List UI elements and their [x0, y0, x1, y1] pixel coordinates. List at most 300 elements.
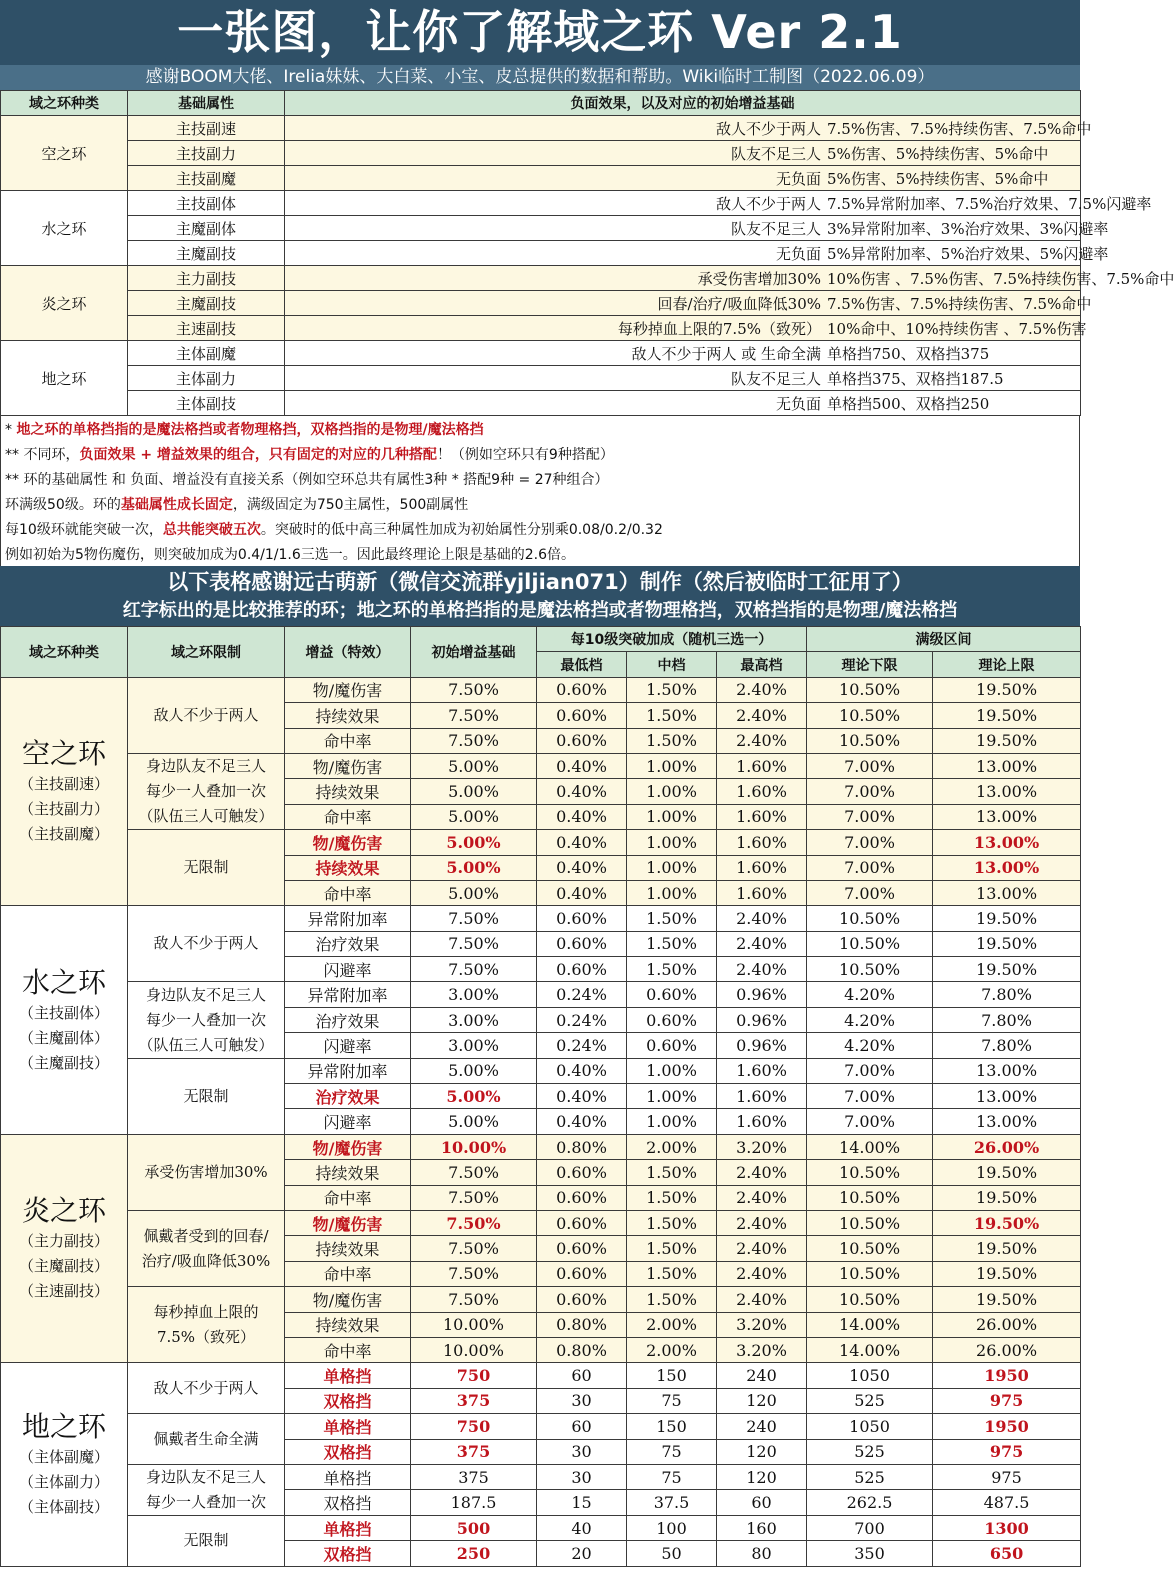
gain-cell: 异常附加率 [285, 906, 411, 931]
theory-low-cell: 7.00% [807, 880, 933, 905]
theory-low-cell: 10.50% [807, 906, 933, 931]
break-high-cell: 3.20% [717, 1312, 807, 1337]
ring-attr: （主魔副技） [18, 1053, 109, 1072]
summary-row [1, 291, 1081, 316]
summary-base-attr: 主体副力 [128, 366, 285, 391]
detail-banner-credit: 以下表格感谢远古萌新（微信交流群yjljian071）制作（然后被临时工征用了） [167, 570, 913, 594]
base-cell: 3.00% [411, 1007, 537, 1032]
theory-low-cell: 7.00% [807, 855, 933, 880]
break-mid-cell: 1.00% [627, 880, 717, 905]
ring-attr: （主技副速） [18, 775, 109, 794]
theory-high-cell: 975 [933, 1439, 1081, 1464]
break-high-cell: 80 [717, 1541, 807, 1566]
theory-high-cell: 26.00% [933, 1337, 1081, 1362]
break-high-cell: 2.40% [717, 931, 807, 956]
gain-cell: 异常附加率 [285, 982, 411, 1007]
summary-row [1, 316, 1081, 341]
gain-cell: 持续效果 [285, 1160, 411, 1185]
break-high-cell: 2.40% [717, 1261, 807, 1286]
break-low-cell: 15 [537, 1490, 627, 1516]
base-cell: 7.50% [411, 703, 537, 728]
break-low-cell: 0.24% [537, 1007, 627, 1032]
base-cell: 7.50% [411, 931, 537, 956]
theory-low-cell: 4.20% [807, 1033, 933, 1058]
ring-limit-line: 每少一人叠加一次 [145, 782, 266, 801]
gain-cell: 单格挡 [285, 1515, 411, 1540]
ring-attr: （主力副技） [18, 1232, 109, 1251]
base-cell: 7.50% [411, 1236, 537, 1261]
break-high-cell: 60 [717, 1490, 807, 1516]
base-cell: 375 [411, 1464, 537, 1490]
ring-limit-line: 身边队友不足三人 [145, 985, 266, 1004]
summary-gain: 单格挡750、双格挡375 [827, 344, 990, 363]
break-mid-cell: 1.50% [627, 906, 717, 931]
summary-gain: 7.5%伤害、7.5%持续伤害、7.5%命中 [827, 119, 1092, 138]
note-line [5, 518, 1075, 543]
summary-negative: 队友不足三人 [730, 144, 821, 163]
base-cell: 3.00% [411, 982, 537, 1007]
summary-effect [285, 316, 1087, 341]
detail-header-gain: 增益（特效） [285, 627, 411, 678]
theory-high-cell: 26.00% [933, 1312, 1081, 1337]
theory-high-cell: 13.00% [933, 1109, 1081, 1134]
theory-high-cell: 19.50% [933, 677, 1081, 702]
break-low-cell: 0.40% [537, 880, 627, 905]
theory-low-cell: 525 [807, 1388, 933, 1413]
base-cell: 750 [411, 1363, 537, 1388]
base-cell: 5.00% [411, 804, 537, 829]
detail-banner-note: 红字标出的是比较推荐的环；地之环的单格挡指的是魔法格挡或者物理格挡，双格挡指的是物理/魔法格挡 [122, 600, 958, 621]
ring-limit-line: 佩戴者受到的回春/ [143, 1226, 269, 1245]
theory-high-cell: 19.50% [933, 1160, 1081, 1185]
break-low-cell: 0.40% [537, 779, 627, 804]
summary-negative: 回春/治疗/吸血降低30% [657, 294, 821, 313]
break-low-cell: 0.60% [537, 957, 627, 982]
ring-attr: （主速副技） [18, 1282, 109, 1301]
note-text: 每10级环就能突破一次， [5, 522, 163, 538]
summary-ring-type: 空之环 [1, 116, 128, 191]
theory-high-cell: 1950 [933, 1363, 1081, 1388]
detail-header-break: 每10级突破加成（随机三选一） [537, 627, 807, 652]
theory-low-cell: 14.00% [807, 1312, 933, 1337]
detail-header-base: 初始增益基础 [411, 627, 537, 678]
break-low-cell: 0.40% [537, 1109, 627, 1134]
summary-gain: 5%异常附加率、5%治疗效果、5%闪避率 [827, 244, 1109, 263]
theory-low-cell: 7.00% [807, 804, 933, 829]
note-line [5, 418, 1075, 443]
page-title: 一张图，让你了解域之环 Ver 2.1 [0, 0, 1080, 65]
break-mid-cell: 1.50% [627, 1287, 717, 1312]
summary-negative: 无负面 [775, 394, 821, 413]
break-high-cell: 2.40% [717, 1236, 807, 1261]
summary-effect [285, 291, 1092, 316]
gain-cell: 物/魔伤害 [285, 677, 411, 702]
break-mid-cell: 1.00% [627, 855, 717, 880]
summary-negative: 敌人不少于两人 [715, 119, 821, 138]
summary-base-attr: 主魔副体 [128, 216, 285, 241]
summary-row [1, 166, 1081, 191]
theory-low-cell: 10.50% [807, 957, 933, 982]
break-mid-cell: 1.50% [627, 957, 717, 982]
gain-cell: 持续效果 [285, 703, 411, 728]
theory-low-cell: 10.50% [807, 931, 933, 956]
break-low-cell: 0.60% [537, 931, 627, 956]
break-mid-cell: 150 [627, 1414, 717, 1439]
gain-cell: 持续效果 [285, 1312, 411, 1337]
note-line [5, 443, 1075, 468]
theory-high-cell: 19.50% [933, 906, 1081, 931]
ring-limit-cell [128, 1058, 285, 1134]
summary-effect [285, 266, 1174, 291]
base-cell: 7.50% [411, 728, 537, 753]
theory-low-cell: 10.50% [807, 677, 933, 702]
base-cell: 7.50% [411, 906, 537, 931]
ring-limit-line: 治疗/吸血降低30% [141, 1251, 271, 1270]
summary-base-attr: 主技副魔 [128, 166, 285, 191]
detail-row [1, 982, 1081, 1007]
ring-limit-line: （队伍三人可触发） [138, 807, 274, 826]
break-mid-cell: 2.00% [627, 1312, 717, 1337]
ring-limit-line: 佩戴者生命全满 [153, 1429, 259, 1448]
break-high-cell: 2.40% [717, 957, 807, 982]
detail-row [1, 1058, 1081, 1083]
summary-effect [285, 116, 1092, 141]
break-low-cell: 0.80% [537, 1134, 627, 1159]
gain-cell: 闪避率 [285, 957, 411, 982]
summary-row [1, 266, 1081, 291]
break-high-cell: 2.40% [717, 1210, 807, 1235]
ring-attr: （主魔副技） [18, 1257, 109, 1276]
theory-low-cell: 7.00% [807, 753, 933, 778]
summary-base-attr: 主体副魔 [128, 341, 285, 366]
detail-row [1, 1464, 1081, 1490]
base-cell: 5.00% [411, 779, 537, 804]
break-low-cell: 0.80% [537, 1312, 627, 1337]
summary-base-attr: 主技副速 [128, 116, 285, 141]
theory-high-cell: 19.50% [933, 931, 1081, 956]
break-low-cell: 0.60% [537, 703, 627, 728]
base-cell: 5.00% [411, 1058, 537, 1083]
detail-header-limit: 域之环限制 [128, 627, 285, 678]
summary-gain: 7.5%异常附加率、7.5%治疗效果、7.5%闪避率 [827, 194, 1152, 213]
base-cell: 250 [411, 1541, 537, 1566]
break-mid-cell: 0.60% [627, 982, 717, 1007]
theory-low-cell: 7.00% [807, 1084, 933, 1109]
theory-low-cell: 14.00% [807, 1337, 933, 1362]
summary-row [1, 391, 1081, 416]
ring-attr: （主技副体） [18, 1003, 109, 1022]
summary-row [1, 141, 1081, 166]
ring-limit-line: 敌人不少于两人 [153, 705, 259, 724]
ring-limit-line: 承受伤害增加30% [144, 1162, 268, 1181]
ring-limit-line: 每秒掉血上限的 [153, 1302, 259, 1321]
break-low-cell: 0.40% [537, 855, 627, 880]
gain-cell: 单格挡 [285, 1363, 411, 1388]
break-low-cell: 0.60% [537, 1287, 627, 1312]
break-mid-cell: 1.00% [627, 1084, 717, 1109]
gain-cell: 双格挡 [285, 1541, 411, 1566]
base-cell: 7.50% [411, 1261, 537, 1286]
note-text: ！（例如空环只有9种搭配） [436, 447, 614, 463]
summary-effect [285, 166, 1081, 191]
summary-base-attr: 主体副技 [128, 391, 285, 416]
break-high-cell: 1.60% [717, 1058, 807, 1083]
ring-limit-line: 无限制 [183, 858, 229, 877]
theory-low-cell: 14.00% [807, 1134, 933, 1159]
note-line: ** 环的基础属性 和 负面、增益没有直接关系（例如空环总共有属性3种 * 搭配9种 = 27种组合） [5, 472, 609, 488]
theory-low-cell: 10.50% [807, 1261, 933, 1286]
theory-high-cell: 13.00% [933, 1084, 1081, 1109]
break-low-cell: 30 [537, 1464, 627, 1490]
summary-effect [285, 391, 1081, 416]
break-low-cell: 0.24% [537, 1033, 627, 1058]
note-highlight: 负面效果 + 增益效果的组合，只有固定的对应的几种搭配 [79, 447, 437, 463]
base-cell: 5.00% [411, 830, 537, 855]
break-low-cell: 0.40% [537, 1084, 627, 1109]
break-low-cell: 30 [537, 1388, 627, 1413]
summary-row [1, 366, 1081, 391]
theory-high-cell: 13.00% [933, 779, 1081, 804]
break-low-cell: 0.80% [537, 1337, 627, 1362]
break-low-cell: 0.60% [537, 1210, 627, 1235]
base-cell: 187.5 [411, 1490, 537, 1516]
detail-row [1, 1414, 1081, 1439]
detail-row [1, 1363, 1081, 1388]
summary-row [1, 191, 1081, 216]
ring-limit-cell [128, 677, 285, 753]
base-cell: 5.00% [411, 1109, 537, 1134]
break-low-cell: 20 [537, 1541, 627, 1566]
summary-negative: 无负面 [775, 169, 821, 188]
break-mid-cell: 1.50% [627, 931, 717, 956]
summary-negative: 敌人不少于两人 或 生命全满 [631, 344, 821, 363]
break-high-cell: 0.96% [717, 1007, 807, 1032]
break-low-cell: 60 [537, 1414, 627, 1439]
base-cell: 10.00% [411, 1337, 537, 1362]
break-mid-cell: 1.50% [627, 728, 717, 753]
break-high-cell: 1.60% [717, 830, 807, 855]
break-high-cell: 2.40% [717, 703, 807, 728]
theory-low-cell: 4.20% [807, 1007, 933, 1032]
break-mid-cell: 1.50% [627, 703, 717, 728]
break-high-cell: 1.60% [717, 753, 807, 778]
summary-base-attr: 主技副力 [128, 141, 285, 166]
base-cell: 10.00% [411, 1134, 537, 1159]
theory-low-cell: 7.00% [807, 830, 933, 855]
theory-high-cell: 7.80% [933, 982, 1081, 1007]
break-high-cell: 1.60% [717, 855, 807, 880]
ring-attr: （主技副魔） [18, 825, 109, 844]
theory-high-cell: 1300 [933, 1515, 1081, 1540]
note-highlight: 地之环的单格挡指的是魔法格挡或者物理格挡，双格挡指的是物理/魔法格挡 [16, 422, 484, 438]
ring-limit-cell [128, 1515, 285, 1566]
ring-limit-line: 7.5%（致死） [156, 1327, 256, 1346]
note-line [5, 493, 1075, 518]
summary-ring-type: 炎之环 [1, 266, 128, 341]
theory-low-cell: 350 [807, 1541, 933, 1566]
summary-negative: 队友不足三人 [730, 219, 821, 238]
note-text: 环满级50级。环的 [5, 497, 121, 513]
break-mid-cell: 1.50% [627, 677, 717, 702]
break-high-cell: 3.20% [717, 1134, 807, 1159]
gain-cell: 闪避率 [285, 1109, 411, 1134]
break-low-cell: 0.40% [537, 1058, 627, 1083]
break-high-cell: 240 [717, 1414, 807, 1439]
break-mid-cell: 1.50% [627, 1160, 717, 1185]
break-high-cell: 120 [717, 1439, 807, 1464]
ring-limit-line: 身边队友不足三人 [145, 1467, 266, 1486]
break-high-cell: 1.60% [717, 1084, 807, 1109]
detail-row [1, 1515, 1081, 1540]
detail-header-mid: 中档 [627, 652, 717, 677]
break-high-cell: 1.60% [717, 880, 807, 905]
break-low-cell: 40 [537, 1515, 627, 1540]
ring-limit-cell [128, 1287, 285, 1363]
gain-cell: 物/魔伤害 [285, 1134, 411, 1159]
theory-low-cell: 7.00% [807, 779, 933, 804]
break-high-cell: 2.40% [717, 728, 807, 753]
theory-low-cell: 4.20% [807, 982, 933, 1007]
summary-gain: 3%异常附加率、3%治疗效果、3%闪避率 [827, 219, 1109, 238]
base-cell: 7.50% [411, 677, 537, 702]
theory-high-cell: 19.50% [933, 1287, 1081, 1312]
ring-limit-cell [128, 1464, 285, 1515]
break-low-cell: 0.60% [537, 1160, 627, 1185]
ring-name-cell [1, 677, 128, 906]
note-text: ，满级固定为750主属性，500副属性 [232, 497, 469, 513]
summary-gain: 7.5%伤害、7.5%持续伤害、7.5%命中 [827, 294, 1092, 313]
ring-limit-line: 敌人不少于两人 [153, 1378, 259, 1397]
theory-high-cell: 26.00% [933, 1134, 1081, 1159]
break-mid-cell: 1.50% [627, 1236, 717, 1261]
theory-low-cell: 10.50% [807, 1160, 933, 1185]
base-cell: 375 [411, 1388, 537, 1413]
break-high-cell: 240 [717, 1363, 807, 1388]
theory-low-cell: 1050 [807, 1414, 933, 1439]
theory-low-cell: 262.5 [807, 1490, 933, 1516]
gain-cell: 治疗效果 [285, 1007, 411, 1032]
break-high-cell: 2.40% [717, 906, 807, 931]
break-high-cell: 2.40% [717, 677, 807, 702]
break-mid-cell: 1.50% [627, 1185, 717, 1210]
note-highlight: 总共能突破五次 [162, 522, 261, 538]
base-cell: 10.00% [411, 1312, 537, 1337]
theory-low-cell: 525 [807, 1464, 933, 1490]
theory-high-cell: 975 [933, 1388, 1081, 1413]
ring-limit-line: 敌人不少于两人 [153, 934, 259, 953]
summary-row [1, 116, 1081, 141]
ring-attr: （主体副力） [18, 1473, 109, 1491]
summary-gain: 单格挡375、双格挡187.5 [827, 369, 1004, 388]
theory-low-cell: 10.50% [807, 703, 933, 728]
gain-cell: 持续效果 [285, 1236, 411, 1261]
break-mid-cell: 1.50% [627, 1261, 717, 1286]
theory-high-cell: 650 [933, 1541, 1081, 1566]
break-mid-cell: 50 [627, 1541, 717, 1566]
break-mid-cell: 75 [627, 1439, 717, 1464]
detail-header-row [1, 627, 1081, 652]
detail-table [0, 626, 1081, 1567]
ring-name: 地之环 [21, 1410, 106, 1443]
break-mid-cell: 0.60% [627, 1007, 717, 1032]
ring-name: 炎之环 [21, 1194, 106, 1228]
break-low-cell: 0.60% [537, 728, 627, 753]
summary-ring-type: 水之环 [1, 191, 128, 266]
ring-limit-cell [128, 1210, 285, 1286]
ring-name: 空之环 [21, 737, 106, 771]
gain-cell: 持续效果 [285, 855, 411, 880]
summary-ring-type: 地之环 [1, 341, 128, 416]
theory-high-cell: 19.50% [933, 1210, 1081, 1235]
note-text: * [5, 422, 17, 438]
theory-high-cell: 19.50% [933, 1236, 1081, 1261]
break-low-cell: 0.40% [537, 753, 627, 778]
theory-high-cell: 19.50% [933, 1261, 1081, 1286]
notes-section [0, 416, 1080, 566]
gain-cell: 单格挡 [285, 1414, 411, 1439]
ring-limit-cell [128, 1414, 285, 1465]
ring-limit-cell [128, 1363, 285, 1414]
break-mid-cell: 1.50% [627, 1210, 717, 1235]
summary-gain: 10%命中、10%持续伤害 、7.5%伤害 [827, 319, 1087, 338]
detail-row [1, 830, 1081, 855]
break-mid-cell: 1.00% [627, 830, 717, 855]
summary-effect [285, 341, 1081, 366]
note-text: 。突破时的低中高三种属性加成为初始属性分别乘0.08/0.2/0.32 [260, 522, 663, 538]
break-high-cell: 1.60% [717, 804, 807, 829]
break-mid-cell: 2.00% [627, 1134, 717, 1159]
theory-high-cell: 19.50% [933, 728, 1081, 753]
gain-cell: 物/魔伤害 [285, 753, 411, 778]
summary-negative: 队友不足三人 [730, 369, 821, 388]
theory-low-cell: 700 [807, 1515, 933, 1540]
detail-row [1, 1134, 1081, 1159]
note-line: 例如初始为5物伤魔伤，则突破加成为0.4/1/1.6三选一。因此最终理论上限是基础的2.6倍。 [5, 547, 576, 563]
base-cell: 7.50% [411, 1185, 537, 1210]
theory-high-cell: 19.50% [933, 957, 1081, 982]
summary-negative: 每秒掉血上限的7.5%（致死） [617, 319, 821, 338]
base-cell: 7.50% [411, 1210, 537, 1235]
summary-negative: 无负面 [775, 244, 821, 263]
break-mid-cell: 37.5 [627, 1490, 717, 1516]
break-low-cell: 0.60% [537, 1185, 627, 1210]
theory-low-cell: 7.00% [807, 1109, 933, 1134]
theory-low-cell: 7.00% [807, 1058, 933, 1083]
break-mid-cell: 1.00% [627, 1109, 717, 1134]
summary-base-attr: 主魔副技 [128, 241, 285, 266]
detail-row [1, 753, 1081, 778]
base-cell: 7.50% [411, 1160, 537, 1185]
summary-header-type: 域之环种类 [1, 91, 128, 116]
summary-row [1, 216, 1081, 241]
summary-header-attr: 基础属性 [128, 91, 285, 116]
break-high-cell: 1.60% [717, 1109, 807, 1134]
summary-base-attr: 主速副技 [128, 316, 285, 341]
gain-cell: 闪避率 [285, 1033, 411, 1058]
break-high-cell: 2.40% [717, 1160, 807, 1185]
base-cell: 5.00% [411, 880, 537, 905]
note-text: ** 不同环， [5, 447, 80, 463]
break-mid-cell: 75 [627, 1388, 717, 1413]
gain-cell: 命中率 [285, 1337, 411, 1362]
base-cell: 5.00% [411, 753, 537, 778]
page-subtitle: 感谢BOOM大佬、Irelia妹妹、大白菜、小宝、皮总提供的数据和帮助。Wiki临时工制图（2022.06.09） [0, 65, 1080, 90]
ring-limit-cell [128, 906, 285, 982]
break-low-cell: 0.60% [537, 677, 627, 702]
base-cell: 5.00% [411, 1084, 537, 1109]
ring-limit-line: 无限制 [183, 1086, 229, 1105]
detail-banner [0, 566, 1080, 626]
